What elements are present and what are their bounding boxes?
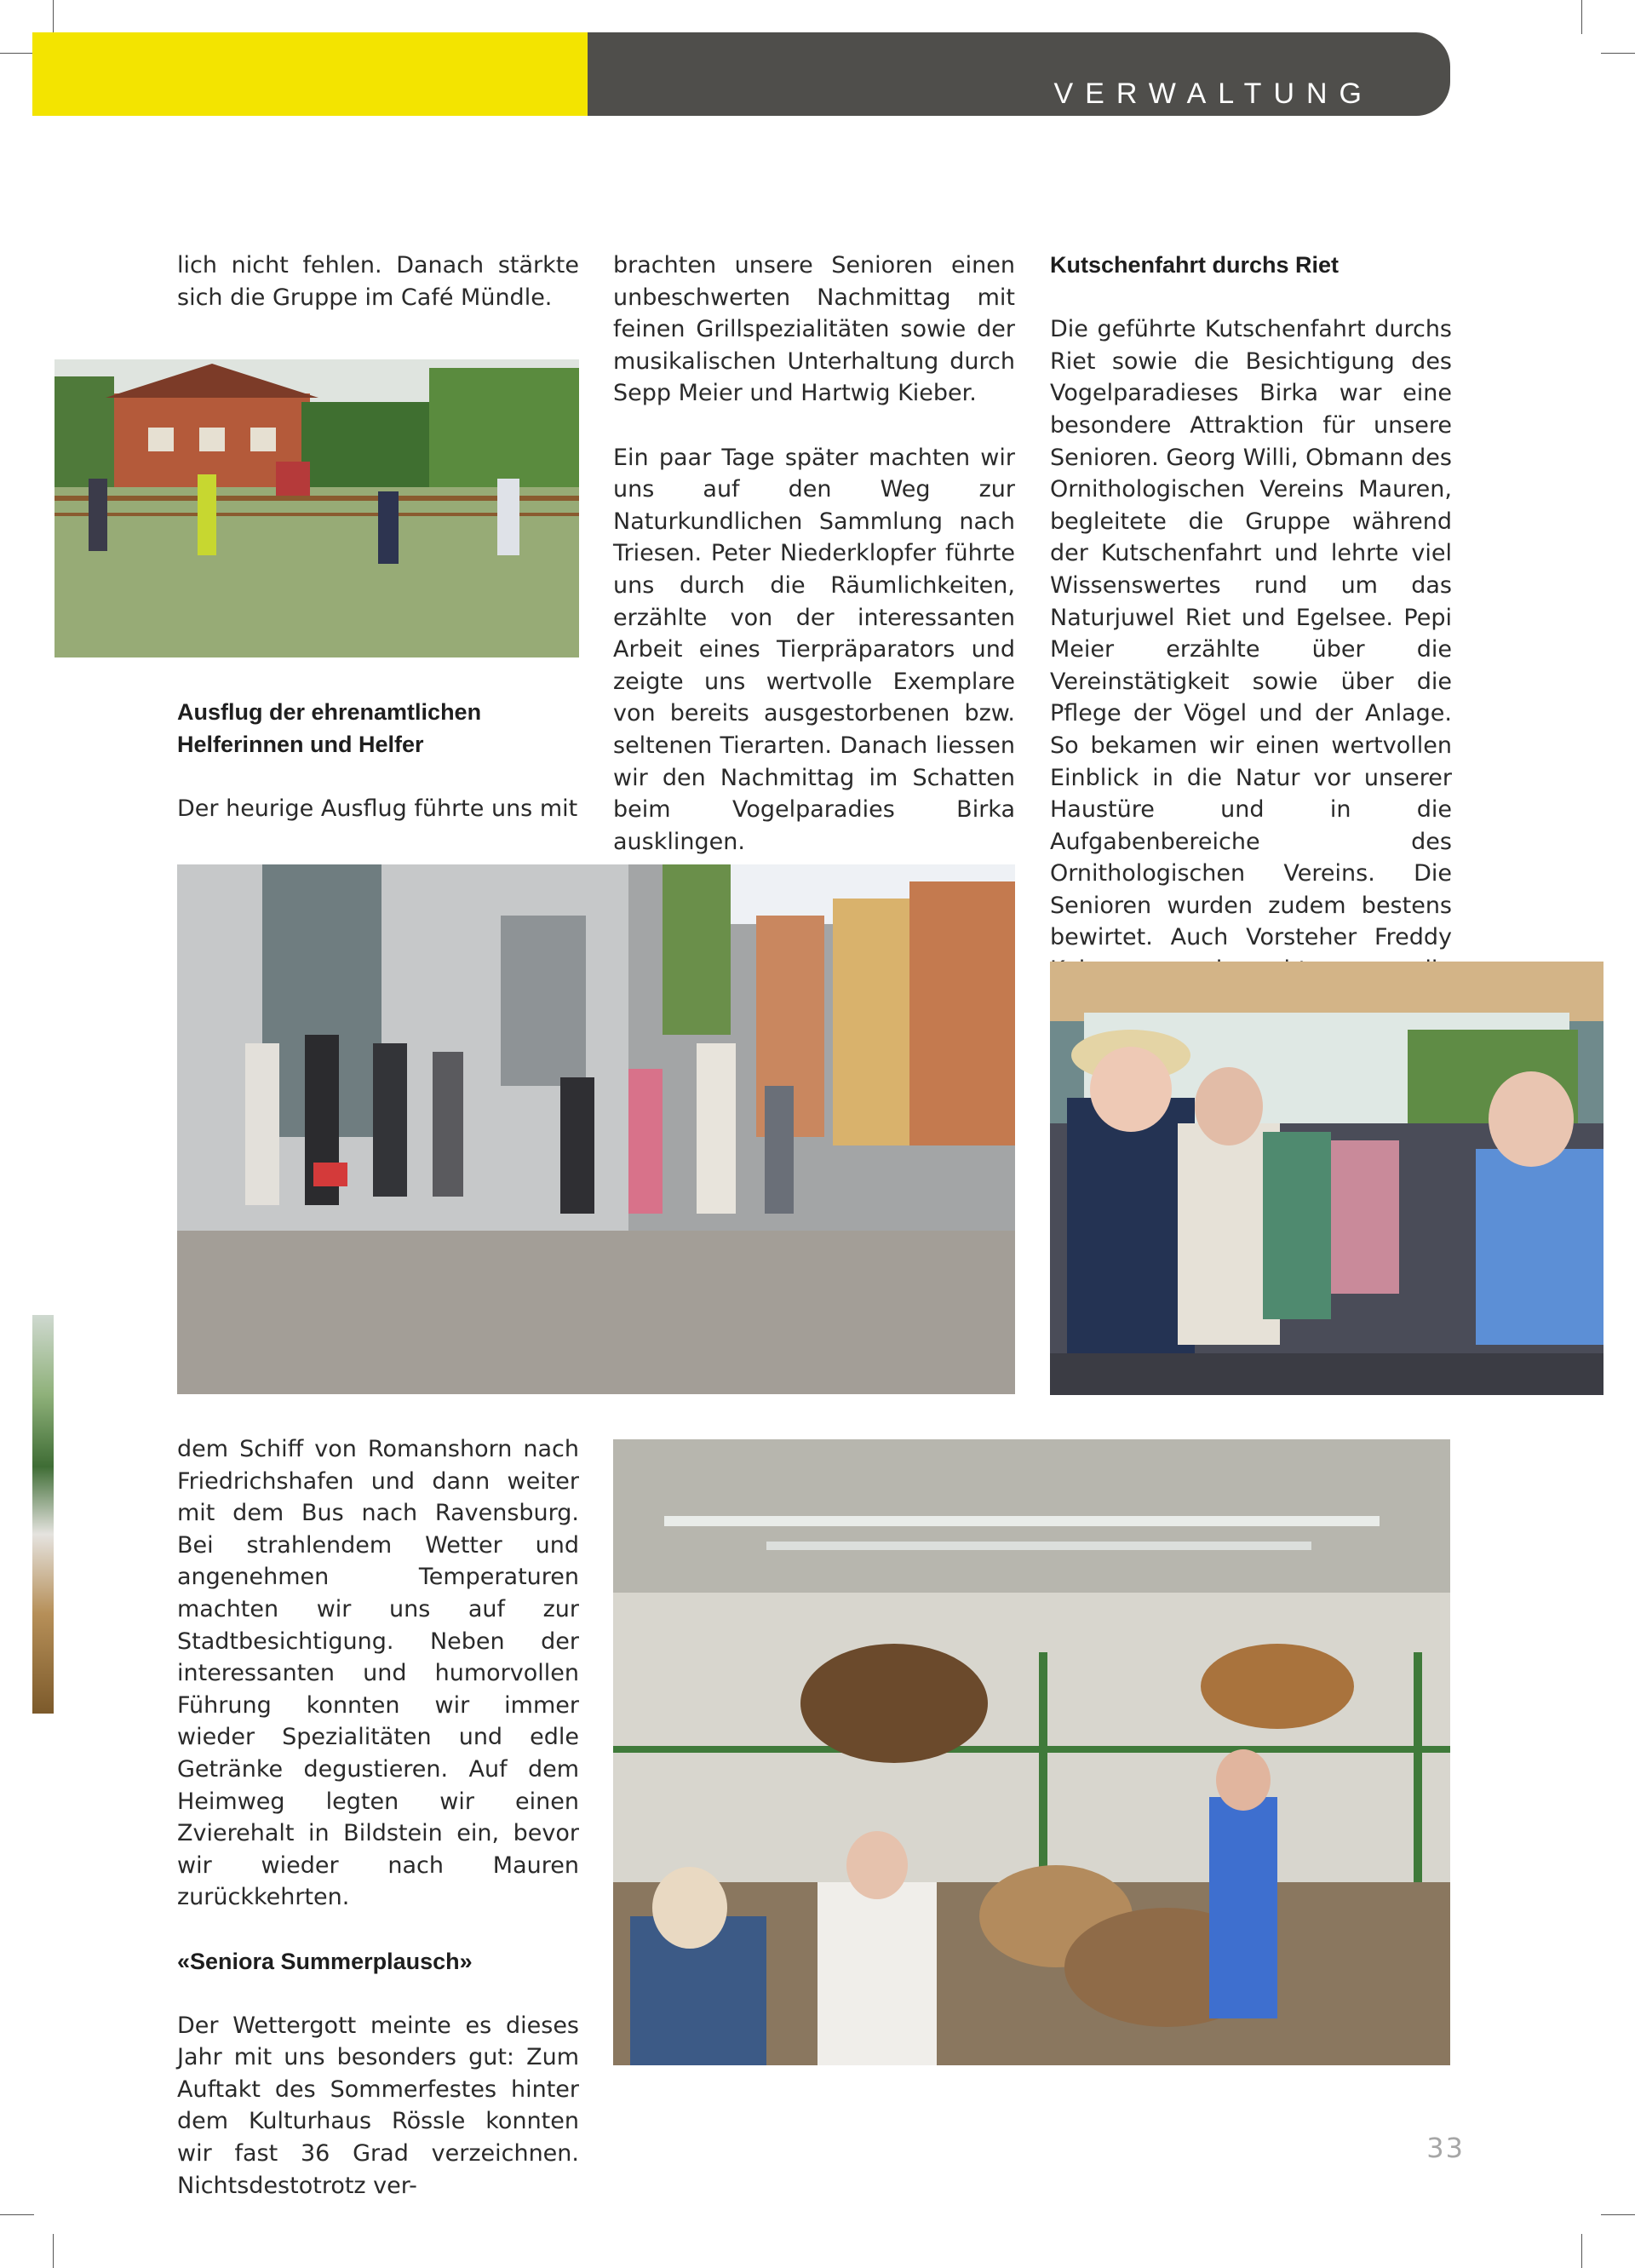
photo-carriage-ride: [1050, 962, 1603, 1395]
paragraph: Ein paar Tage später machten wir uns auf den Weg zur Naturkundlichen Sammlung nach Triesen. Peter Niederklopfer führte uns durch die Räumlichkeiten, erzählte von der interessanten Arbeit eines Tierpräparators und zeigte uns wertvolle Exemplare von bereits ausgestorbenen bzw. seltenen Tierarten. Danach liessen wir den Nachmittag im Schatten beim Vogelparadies Birka ausklingen.: [613, 444, 1015, 855]
crop-mark: [1581, 2234, 1582, 2268]
paragraph: lich nicht fehlen. Danach stärkte sich die Gruppe im Café Mündle.: [177, 252, 579, 311]
column-2: [613, 250, 1015, 858]
crop-mark: [1601, 2214, 1635, 2215]
column-1-bottom: [177, 1433, 579, 2202]
adjacent-page-image-strip: [32, 1315, 54, 1714]
section-heading: Kutschenfahrt durchs Riet: [1050, 252, 1340, 278]
section-heading: Ausflug der ehrenamtlichen Helferinnen und Helfer: [177, 699, 482, 757]
crop-mark: [53, 0, 54, 34]
column-3: [1050, 250, 1452, 1050]
crop-mark: [53, 2234, 54, 2268]
header-accent-bar: [32, 32, 588, 116]
photo-natural-history-museum: [613, 1439, 1450, 2065]
paragraph: Der heurige Ausflug führte uns mit: [177, 795, 578, 822]
paragraph: brachten unsere Senioren einen unbeschwerten Nachmittag mit feinen Grillspezialitäten sowie der musikalischen Unterhaltung durch Sepp Meier und Hartwig Kieber.: [613, 252, 1015, 407]
column-1-top: [177, 250, 579, 313]
crop-mark: [0, 2214, 34, 2215]
header-bar: [588, 32, 1450, 116]
column-1-middle: [177, 697, 579, 824]
photo-city-tour-group: [177, 864, 1015, 1394]
paragraph: Der Wettergott meinte es dieses Jahr mit uns besonders gut: Zum Auftakt des Sommerfestes hinter dem Kulturhaus Rössle konnten wir fast 36 Grad verzeichnen. Nichtsdestotrotz ver-: [177, 2012, 579, 2199]
section-title: VERWALTUNG: [1053, 78, 1374, 110]
crop-mark: [1581, 0, 1582, 34]
section-heading: «Seniora Summerplausch»: [177, 1948, 473, 1974]
crop-mark: [0, 53, 34, 54]
page-number: 33: [1426, 2132, 1465, 2164]
paragraph: Die geführte Kutschenfahrt durchs Riet sowie die Besichtigung des Vogelparadieses Birka war eine besondere Attraktion für unsere Senioren. Georg Willi, Obmann des Ornithologischen Vereins Mauren, begleitete die Gruppe während der Kutschenfahrt und lehrte viel Wissenswertes rund um das Naturjuwel Riet und Egelsee. Pepi Meier erzählte über die Vereinstätigkeit sowie über die Pflege der Vögel und der Anlage. So bekamen wir einen wertvollen Einblick in die Natur vor unserer Haustüre und in die Aufgabenbereiche des Ornithologischen Vereins. Die Senioren wurden zudem bestens bewirtet. Auch Vorsteher Freddy: [1050, 316, 1452, 951]
photo-outdoor-exercise: [54, 359, 579, 657]
paragraph: dem Schiff von Romanshorn nach Friedrichshafen und dann weiter mit dem Bus nach Ravensburg. Bei strahlendem Wetter und angenehmen Temperaturen machten wir uns auf zur Stadtbesichtigung. Neben der interessanten und humorvollen Führung konnten wir immer wieder Spezialitäten und edle Getränke degustieren. Auf dem Heimweg legten wir einen Zvierehalt in Bildstein ein, bevor wir wieder nach Mauren zurückkehrten.: [177, 1436, 579, 1911]
crop-mark: [1601, 53, 1635, 54]
